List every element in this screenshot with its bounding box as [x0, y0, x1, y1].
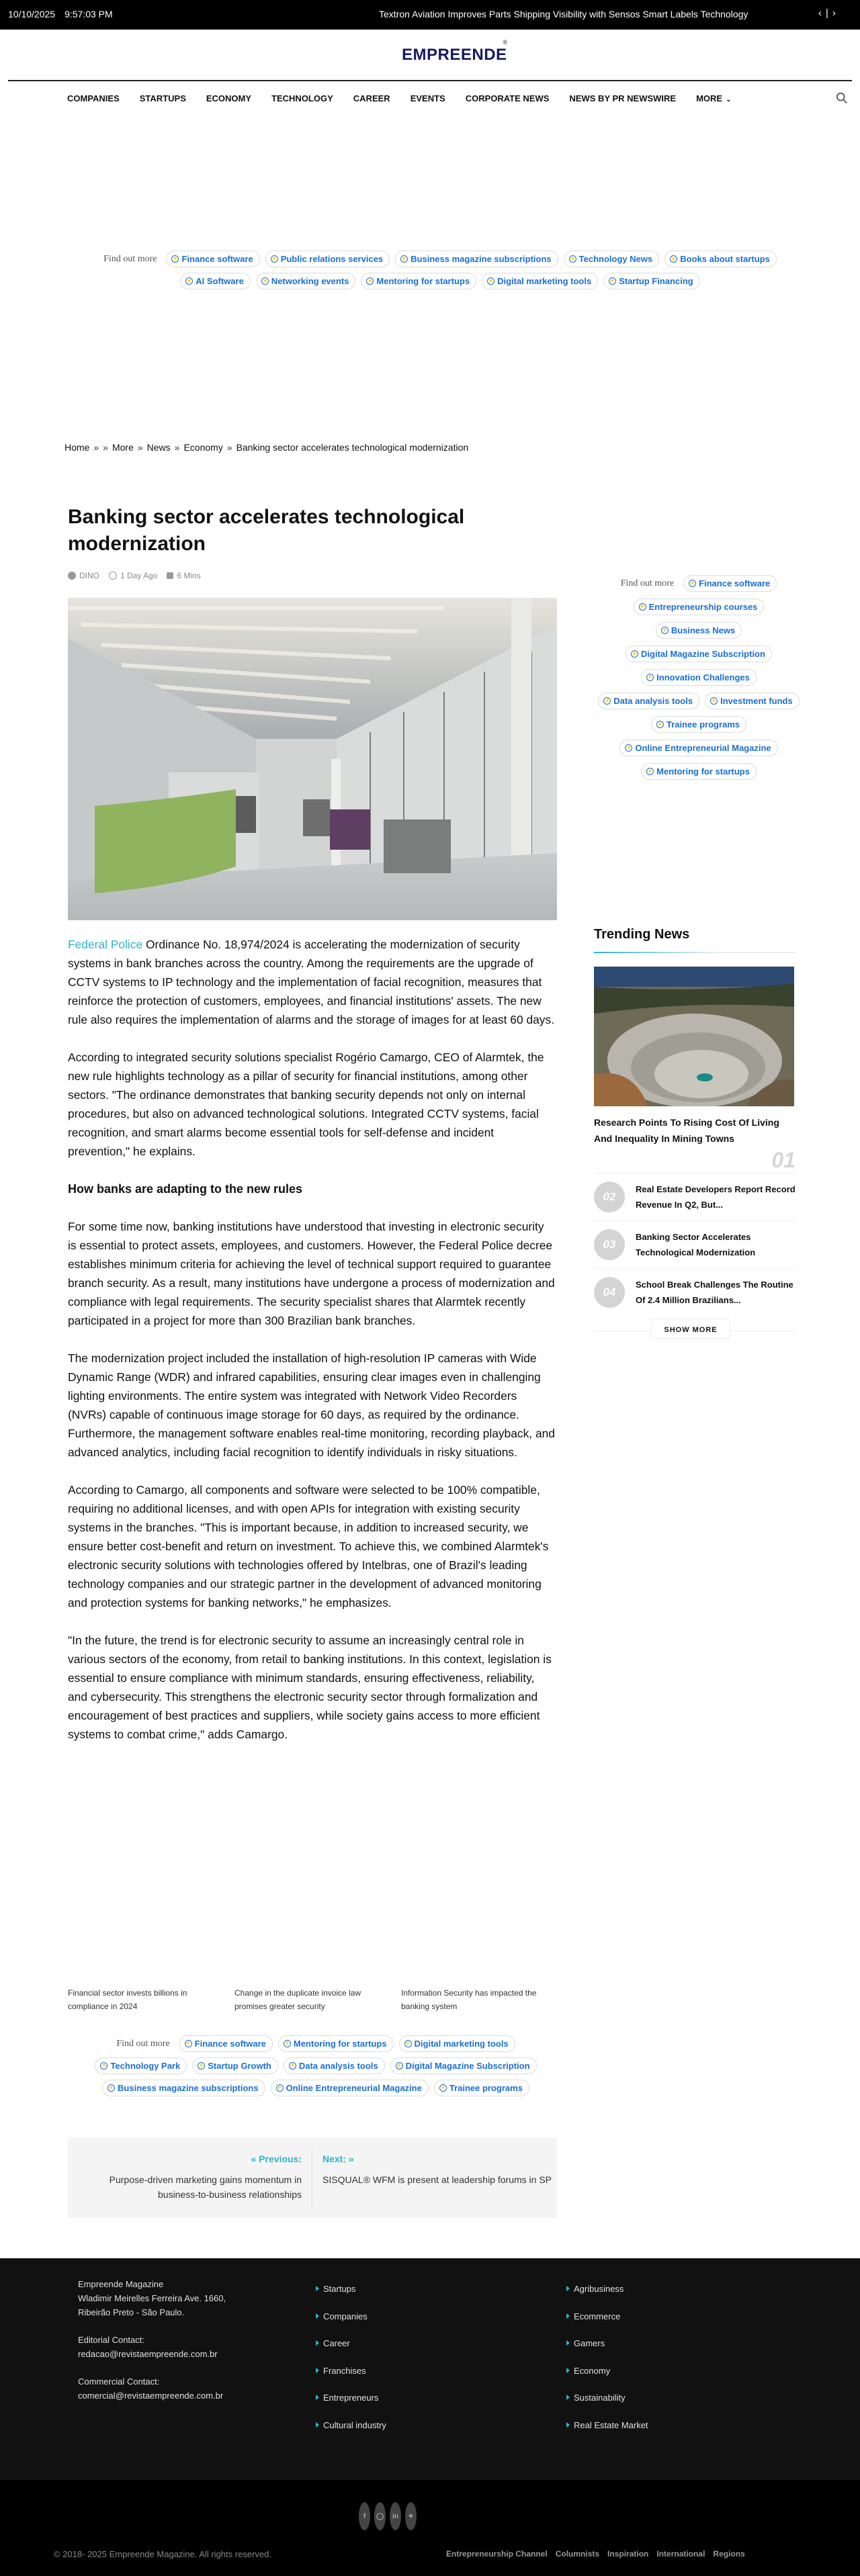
topic-chip[interactable] — [278, 2035, 394, 2052]
article-paragraph: For some time now, banking institutions have understood that investing in electronic security is essential to protect assets, employees, and customers. However, the Federal Police decree establishes minimum criteria for achieving the level of technical support required to guarantee branch security. As a result, many institutions have undergone a process of modernization and compliance with legal requirements. The security specialist shares that Alarmtek recently participated in a project for more than 300 Brazilian bank branches. — [68, 1220, 555, 1327]
chip-label: Startup Financing — [619, 276, 693, 286]
next-label: Next: » — [322, 2153, 354, 2164]
footer-category-label: Ecommerce — [574, 2311, 621, 2321]
news-ticker[interactable]: Textron Aviation Improves Parts Shipping Visibility with Sensos Smart Labels Technology — [379, 9, 748, 19]
header-divider — [8, 80, 852, 81]
address-line: Empreende Magazine — [78, 2279, 164, 2289]
chip-label: Mentoring for startups — [656, 766, 750, 776]
footer-category-label: Sustainability — [574, 2393, 626, 2403]
footer-link-inspiration[interactable]: Inspiration — [607, 2549, 649, 2559]
bolt-icon: ⚡ — [401, 257, 408, 261]
chip-label: Investment funds — [720, 696, 793, 706]
bolt-icon: ⚡ — [198, 2063, 205, 2068]
caret-right-icon — [316, 2422, 319, 2428]
footer-category-link[interactable] — [316, 2366, 386, 2393]
chip-label: Digital marketing tools — [414, 2039, 509, 2049]
topic-chip[interactable] — [603, 273, 700, 290]
footer-category-label: Franchises — [323, 2365, 366, 2376]
topic-chip[interactable] — [651, 716, 746, 733]
topic-chip[interactable] — [705, 693, 800, 709]
bolt-icon: ⚡ — [396, 2063, 402, 2068]
featured-image[interactable] — [594, 967, 794, 1106]
copyright: © 2018- 2025 Empreende Magazine. All rights reserved. — [54, 2549, 271, 2559]
topic-chip[interactable] — [166, 251, 259, 267]
related-article-link[interactable]: Change in the duplicate invoice law promises greater security — [234, 1988, 361, 2011]
footer-link-international[interactable]: International — [656, 2549, 705, 2559]
bolt-icon: ⚡ — [101, 2063, 108, 2068]
clock-icon — [109, 572, 117, 580]
bolt-icon: ⚡ — [647, 769, 654, 774]
article-paragraph: "In the future, the trend is for electronic security to assume an increasingly central role in various sectors of the economy, from retail to banking institutions. In this context, legislation is essential to ensure compliance with minimum standards, ensuring effectiveness, reliability, and cybersecurity. This strengthens the electronic security sector through formalization and encouragement of best practices and suppliers, while society gains access to more efficient systems to combat crime," adds Camargo. — [68, 1634, 552, 1741]
topic-chip[interactable] — [361, 273, 476, 290]
footer-link-regions[interactable]: Regions — [713, 2549, 745, 2559]
breadcrumb-separator: » — [103, 442, 108, 453]
topic-chip[interactable] — [482, 273, 598, 290]
footer-bottom — [0, 2480, 860, 2576]
chip-label: Digital Magazine Subscription — [641, 649, 765, 659]
chip-label: Mentoring for startups — [376, 276, 470, 286]
related-article-link[interactable]: Financial sector invests billions in compliance in 2024 — [68, 1988, 187, 2011]
breadcrumb — [64, 442, 468, 453]
chip-label: Trainee programs — [449, 2083, 523, 2093]
open-pit-mine-illustration — [594, 967, 794, 1106]
bolt-icon: ⚡ — [108, 2086, 114, 2090]
find-out-more-sidebar — [598, 575, 800, 780]
bolt-icon: ⚡ — [404, 2041, 411, 2046]
footer-category-link[interactable] — [566, 2284, 648, 2311]
logo-text: EMPREENDE — [402, 46, 507, 64]
chip-label: Data analysis tools — [613, 696, 693, 706]
linkedin-icon[interactable]: in — [390, 2502, 401, 2530]
post-navigation — [68, 2137, 557, 2218]
chip-label: Online Entrepreneurial Magazine — [635, 743, 771, 753]
topic-chip[interactable] — [395, 251, 558, 267]
trending-item[interactable] — [594, 1220, 796, 1268]
footer-category-link[interactable] — [566, 2420, 648, 2448]
article-paragraph: According to integrated security solutions specialist Rogério Camargo, CEO of Alarmtek, the new rule highlights technology as a pillar of security for financial institutions, among other sectors. "The ordinance demonstrates that banking security depends not only on internal procedures, but also on advanced technological solutions. Integrated CCTV systems, facial recognition, and smart alarms become essential tools for self-defense and incident prevention," he explains. — [68, 1051, 544, 1158]
trending-item-title[interactable]: Banking Sector Accelerates Technological Modernization — [636, 1232, 756, 1257]
caret-right-icon — [316, 2286, 319, 2291]
find-out-more-top — [67, 251, 813, 290]
registered-mark: ® — [503, 39, 508, 46]
topic-chip[interactable] — [265, 251, 390, 267]
search-icon[interactable] — [836, 92, 848, 104]
footer-category-label: Companies — [323, 2311, 368, 2321]
topic-chip[interactable] — [641, 763, 757, 780]
author[interactable] — [68, 571, 99, 580]
caret-right-icon — [566, 2313, 570, 2319]
breadcrumb-news[interactable]: News — [146, 442, 171, 453]
nav-item-corporate-news[interactable]: CORPORATE NEWS — [465, 93, 550, 103]
bolt-icon: ⚡ — [661, 628, 668, 633]
bolt-icon: ⚡ — [186, 279, 193, 283]
previous-label: « Previous: — [251, 2153, 302, 2164]
bolt-icon: ⚡ — [711, 699, 717, 703]
topic-chip[interactable] — [271, 2080, 429, 2096]
footer-category-link[interactable] — [316, 2311, 386, 2339]
reading-icon — [167, 572, 173, 579]
find-out-more-bottom — [74, 2035, 558, 2096]
article-paragraph: According to Camargo, all components and software were selected to be 100% compatible, requiring no additional licenses, and with open APIs for integration with existing security systems in the branches. "This is important because, in addition to increased security, we ensure better cost-benefit and return on investment. To achieve this, we combined Alarmtek's electronic security solutions with technologies offered by Intelbras, one of Brazil's leading technology companies and our strategic partner in the development of advanced monitoring and protection systems for banking networks," he emphasizes. — [68, 1483, 549, 1609]
nav-item-events[interactable]: EVENTS — [410, 93, 445, 103]
address-block — [78, 2277, 226, 2319]
caret-right-icon — [316, 2368, 319, 2373]
chip-label: Trainee programs — [666, 719, 740, 729]
breadcrumb-separator: » — [93, 442, 99, 453]
related-articles — [68, 1986, 558, 2013]
caret-right-icon — [566, 2368, 570, 2373]
datetime — [8, 9, 113, 19]
show-more-row — [594, 1319, 796, 1339]
footer-category-link[interactable] — [316, 2393, 386, 2420]
featured-rank: 01 — [771, 1148, 796, 1172]
editorial-label: Editorial Contact: — [78, 2335, 144, 2345]
caret-right-icon — [566, 2395, 570, 2400]
bank-lobby-illustration — [68, 598, 557, 920]
read-time-text: 6 Mins — [177, 571, 201, 580]
breadcrumb-current: Banking sector accelerates technological modernization — [236, 442, 469, 453]
chip-label: Networking events — [271, 276, 349, 286]
time-text: 9:57:03 PM — [64, 9, 113, 19]
bolt-icon: ⚡ — [632, 652, 638, 656]
topic-chip[interactable] — [634, 598, 765, 615]
caret-right-icon — [566, 2340, 570, 2346]
heading-underline — [594, 952, 796, 953]
chip-label: AI Software — [196, 276, 244, 286]
address-line: Wladimir Meirelles Ferreira Ave. 1660, — [78, 2293, 226, 2303]
article-body — [68, 935, 555, 1763]
hero-image — [68, 598, 557, 920]
bolt-icon: ⚡ — [276, 2086, 283, 2090]
caret-right-icon — [316, 2313, 319, 2319]
bolt-icon: ⚡ — [289, 2063, 296, 2068]
bolt-icon: ⚡ — [185, 2041, 191, 2046]
topic-chip[interactable] — [192, 2057, 278, 2074]
topic-chip[interactable] — [564, 251, 660, 267]
footer-category-label: Real Estate Market — [574, 2419, 648, 2430]
nav-item-more[interactable] — [696, 93, 731, 103]
chip-label: Online Entrepreneurial Magazine — [286, 2083, 422, 2093]
topic-chip[interactable] — [683, 575, 777, 592]
page-title: Banking sector accelerates technological modernization — [68, 506, 465, 555]
breadcrumb-more[interactable]: More — [112, 442, 134, 453]
chip-label: Data analysis tools — [298, 2061, 378, 2071]
footer-contact — [78, 2277, 226, 2416]
bolt-icon: ⚡ — [647, 675, 654, 680]
chip-label: Innovation Challenges — [656, 672, 750, 682]
caret-right-icon — [566, 2286, 570, 2291]
federal-police-link[interactable]: Federal Police — [68, 938, 143, 951]
author-name: DINO — [79, 571, 99, 580]
chevron-down-icon: ⌄ — [726, 96, 732, 103]
chip-label: Business magazine subscriptions — [411, 254, 552, 264]
featured-title[interactable]: Research Points To Rising Cost Of Living And Inequality In Mining Towns — [594, 1117, 779, 1144]
previous-title[interactable]: Purpose-driven marketing gains momentum in business-to-business relationships — [109, 2174, 302, 2200]
top-bar — [0, 0, 860, 30]
topic-chip[interactable] — [102, 2080, 265, 2096]
chevron-right-icon[interactable]: › — [832, 7, 836, 19]
trending-item-title[interactable]: Real Estate Developers Report Record Revenue In Q2, But... — [636, 1184, 796, 1210]
nav-item-companies[interactable]: COMPANIES — [67, 93, 120, 103]
bolt-icon: ⚡ — [488, 279, 494, 283]
publish-date — [109, 571, 157, 580]
bolt-icon: ⚡ — [172, 257, 179, 261]
footer-category-label: Economy — [574, 2365, 611, 2376]
topic-chip[interactable] — [179, 2035, 273, 2052]
commercial-contact — [78, 2374, 226, 2403]
previous-post[interactable] — [68, 2148, 312, 2207]
footer-category-label: Startups — [323, 2284, 356, 2294]
bolt-icon: ⚡ — [261, 279, 268, 283]
breadcrumb-home[interactable]: Home — [64, 442, 90, 453]
article-paragraph — [68, 935, 555, 1029]
article-subheading: How banks are adapting to the new rules — [68, 1182, 303, 1196]
user-icon — [68, 572, 76, 580]
footer-category-label: Entrepreneurs — [323, 2393, 379, 2403]
footer-links-col2 — [566, 2284, 648, 2447]
chip-label: Entrepreneurship courses — [648, 602, 758, 612]
bolt-icon: ⚡ — [626, 746, 632, 750]
nav-item-career[interactable]: CAREER — [353, 93, 390, 103]
chip-label: Digital Magazine Subscription — [405, 2061, 530, 2071]
breadcrumb-economy[interactable]: Economy — [183, 442, 223, 453]
breadcrumb-separator: » — [137, 442, 143, 453]
topic-chip[interactable] — [434, 2080, 529, 2096]
related-article-link[interactable]: Information Security has impacted the banking system — [401, 1988, 537, 2011]
show-more-button[interactable]: SHOW MORE — [651, 1319, 730, 1339]
facebook-icon[interactable]: f — [359, 2502, 370, 2530]
address-line: Ribeirão Preto - São Paulo. — [78, 2307, 185, 2317]
footer-links-col1 — [316, 2284, 386, 2447]
footer-category-link[interactable] — [566, 2338, 648, 2366]
editorial-email[interactable]: redacao@revistaempreende.com.br — [78, 2349, 218, 2359]
topic-chip[interactable] — [284, 2057, 385, 2074]
topic-chip[interactable] — [256, 273, 356, 290]
find-out-more-label: Find out more — [103, 253, 157, 264]
next-title[interactable]: SISQUAL® WFM is present at leadership forums in SP — [322, 2174, 552, 2185]
footer-category-label: Agribusiness — [574, 2284, 624, 2294]
topic-chip[interactable] — [619, 740, 777, 756]
rank-badge: 03 — [594, 1229, 625, 1260]
rank-badge: 04 — [594, 1277, 625, 1308]
footer-category-label: Career — [323, 2338, 350, 2348]
bolt-icon: ⚡ — [657, 722, 663, 727]
chip-label: Finance software — [699, 578, 771, 588]
chip-label: Startup Growth — [208, 2061, 271, 2071]
footer-link-columnists[interactable]: Columnists — [555, 2549, 600, 2559]
caret-right-icon — [316, 2340, 319, 2346]
footer-category-link[interactable] — [316, 2338, 386, 2366]
trending-item-title[interactable]: School Break Challenges The Routine Of 2.4 Million Brazilians... — [636, 1280, 793, 1305]
topic-chip[interactable] — [641, 669, 757, 686]
bolt-icon: ⚡ — [639, 605, 646, 609]
footer-category-label: Cultural industry — [323, 2419, 386, 2430]
bolt-icon: ⚡ — [271, 257, 277, 261]
bolt-icon: ⚡ — [689, 581, 695, 586]
bolt-icon: ⚡ — [367, 279, 374, 283]
bolt-icon: ⚡ — [569, 257, 576, 261]
publish-date-text: 1 Day Ago — [120, 571, 158, 580]
chip-label: Technology Park — [110, 2061, 181, 2071]
footer-category-link[interactable] — [566, 2311, 648, 2339]
commercial-label: Commercial Contact: — [78, 2377, 160, 2387]
chip-label: Books about startups — [680, 254, 770, 264]
instagram-icon[interactable]: ◯ — [374, 2502, 386, 2530]
read-time — [167, 571, 200, 580]
trending-item[interactable] — [594, 1173, 796, 1220]
footer-link-entrepreneurship-channel[interactable]: Entrepreneurship Channel — [446, 2549, 548, 2559]
chip-label: Business News — [671, 625, 736, 635]
caret-right-icon — [566, 2422, 570, 2428]
main-nav — [0, 89, 860, 109]
topic-chip[interactable] — [664, 251, 777, 267]
footer-category-link[interactable] — [316, 2420, 386, 2448]
nav-more-label: MORE — [696, 93, 723, 103]
chip-label: Finance software — [181, 254, 253, 264]
chip-label: Technology News — [578, 254, 653, 264]
nav-item-technology[interactable]: TECHNOLOGY — [271, 93, 333, 103]
bolt-icon: ⚡ — [609, 279, 616, 283]
next-post[interactable] — [312, 2137, 557, 2218]
commercial-email[interactable]: comercial@revistaempreende.com.br — [78, 2391, 224, 2401]
footer-bottom-links — [446, 2549, 745, 2559]
footer-main — [0, 2258, 860, 2480]
footer-category-label: Gamers — [574, 2338, 605, 2348]
trending-item[interactable] — [594, 1268, 796, 1316]
topic-chip[interactable] — [399, 2035, 515, 2052]
date-text: 10/10/2025 — [8, 9, 56, 19]
chip-label: Public relations services — [280, 254, 384, 264]
topic-chip[interactable] — [95, 2057, 187, 2074]
chevron-left-icon[interactable]: ‹ — [818, 7, 822, 19]
chip-label: Digital marketing tools — [497, 276, 592, 286]
paragraph-text: Ordinance No. 18,974/2024 is accelerating the modernization of security systems in bank branches across the country. Among the requirements are the upgrade of CCTV systems to IP technology and the implementation of facial recognition, measures that reinforce the protection of customers, employees, and financial institutions' assets. The new rule also requires the implementation of alarms and the storage of images for at least 60 days. — [68, 938, 555, 1026]
topic-chip[interactable] — [656, 622, 742, 639]
chip-label: Finance software — [194, 2039, 266, 2049]
footer-category-link[interactable] — [316, 2284, 386, 2311]
topic-chip[interactable] — [390, 2057, 537, 2074]
bolt-icon: ⚡ — [604, 699, 611, 703]
nav-item-pr-newswire[interactable]: NEWS BY PR NEWSWIRE — [569, 93, 677, 103]
site-logo[interactable] — [402, 39, 512, 64]
chip-label: Business magazine subscriptions — [118, 2083, 259, 2093]
editorial-contact — [78, 2333, 226, 2361]
breadcrumb-separator: » — [226, 442, 232, 453]
footer-category-link[interactable] — [566, 2393, 648, 2420]
find-out-more-label: Find out more — [620, 578, 675, 588]
topic-chip[interactable] — [598, 693, 699, 709]
bolt-icon: ⚡ — [284, 2041, 290, 2046]
twitter-icon[interactable]: ✦ — [405, 2502, 417, 2530]
topic-chip[interactable] — [626, 646, 772, 662]
nav-item-economy[interactable]: ECONOMY — [206, 93, 252, 103]
trending-news — [594, 927, 796, 1339]
nav-item-startups[interactable]: STARTUPS — [139, 93, 186, 103]
topic-chip[interactable] — [180, 273, 251, 290]
ticker-controls — [818, 7, 836, 19]
article-paragraph: The modernization project included the installation of high-resolution IP cameras with Wide Dynamic Range (WDR) and infrared capabilities, ensuring clear images even in challenging lighting environments. The entire system was integrated with Network Video Recorders (NVRs) capable of continuous image storage for 60 days, as required by the ordinance. Furthermore, the management software enables real-time monitoring, recording playback, and advanced analytics, including facial recognition to identify individuals in risky situations. — [68, 1351, 555, 1459]
breadcrumb-separator: » — [174, 442, 180, 453]
ticker-divider: | — [826, 7, 828, 19]
rank-badge: 02 — [594, 1182, 625, 1212]
chip-label: Mentoring for startups — [293, 2039, 387, 2049]
caret-right-icon — [316, 2395, 319, 2400]
footer-category-link[interactable] — [566, 2366, 648, 2393]
trending-heading: Trending News — [594, 927, 690, 942]
bolt-icon: ⚡ — [439, 2086, 446, 2090]
social-links — [359, 2502, 417, 2530]
find-out-more-label: Find out more — [116, 2038, 170, 2049]
article-meta — [68, 571, 201, 580]
bolt-icon: ⚡ — [671, 257, 677, 261]
